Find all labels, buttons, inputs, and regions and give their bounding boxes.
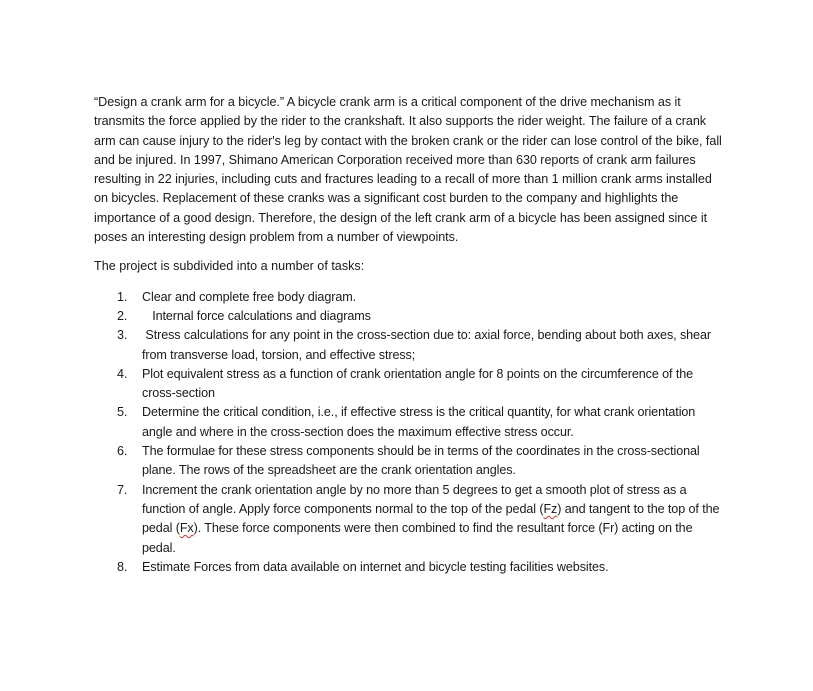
task-number: 3. (117, 328, 128, 343)
task-text (142, 483, 719, 555)
task-text: Internal force calculations and diagrams (142, 308, 371, 323)
task-number: 5. (117, 405, 128, 420)
task-item-5 (94, 403, 724, 442)
task-text-part: Increment the crank orientation angle by no more than 5 degrees to get a smooth plot of stress as a function of angle. Apply force components normal to the top of the pedal ( (142, 482, 687, 516)
task-item-1 (94, 288, 724, 307)
task-number: 6. (117, 444, 128, 459)
document-body (94, 93, 724, 577)
task-item-2 (94, 307, 724, 326)
task-number: 8. (117, 559, 128, 574)
intro-paragraph: “Design a crank arm for a bicycle.” A bicycle crank arm is a critical component of the drive mechanism as it transmits the force applied by the rider to the crankshaft. It also supports the rider weight. The failure of a crank arm can cause injury to the rider's leg by contact with the broken crank or the rider can lose control of the bike, fall and be injured. In 1997, Shimano American Corporation received more than 630 reports of crank arm failures resulting in 22 injuries, including cuts and fractures leading to a recall of more than 1 million crank arms installed on bicycles. Replacement of these cranks was a significant cost burden to the company and highlights the importance of a good design. Therefore, the design of the left crank arm of a bicycle has been assigned since it poses an interesting design problem from a number of viewpoints. (94, 95, 722, 245)
task-text: The formulae for these stress components should be in terms of the coordinates in the cross-sectional plane. The rows of the spreadsheet are the crank orientation angles. (142, 444, 700, 478)
task-list-lead: The project is subdivided into a number of tasks: (94, 259, 365, 274)
task-text: Estimate Forces from data available on internet and bicycle testing facilities websites. (142, 559, 609, 574)
task-item-8 (94, 558, 724, 577)
task-number: 4. (117, 366, 128, 381)
task-text: Clear and complete free body diagram. (142, 289, 357, 304)
task-item-7 (94, 481, 724, 558)
task-item-6 (94, 442, 724, 481)
task-text: Plot equivalent stress as a function of crank orientation angle for 8 points on the circumference of the cross-section (142, 366, 694, 401)
spellcheck-word-fz: Fz (543, 501, 558, 516)
task-text: Stress calculations for any point in the cross-section due to: axial force, bending about both axes, shear from transverse load, torsion, and effective stress; (142, 328, 715, 362)
task-item-3 (94, 326, 724, 365)
task-number: 7. (117, 482, 128, 497)
spellcheck-word-fx: Fx (179, 521, 194, 536)
task-item-4 (94, 365, 724, 404)
task-number: 2. (117, 308, 128, 323)
task-list (94, 288, 724, 577)
task-text: Determine the critical condition, i.e., if effective stress is the critical quantity, for what crank orientation angle and where in the cross-section does the maximum effective stress occur. (142, 405, 696, 439)
task-text-part: ). These force components were then combined to find the resultant force (Fr) acting on the pedal. (142, 521, 693, 555)
task-number: 1. (117, 289, 128, 304)
task-text-part: ) and tangent to the top of the pedal ( (142, 501, 720, 536)
